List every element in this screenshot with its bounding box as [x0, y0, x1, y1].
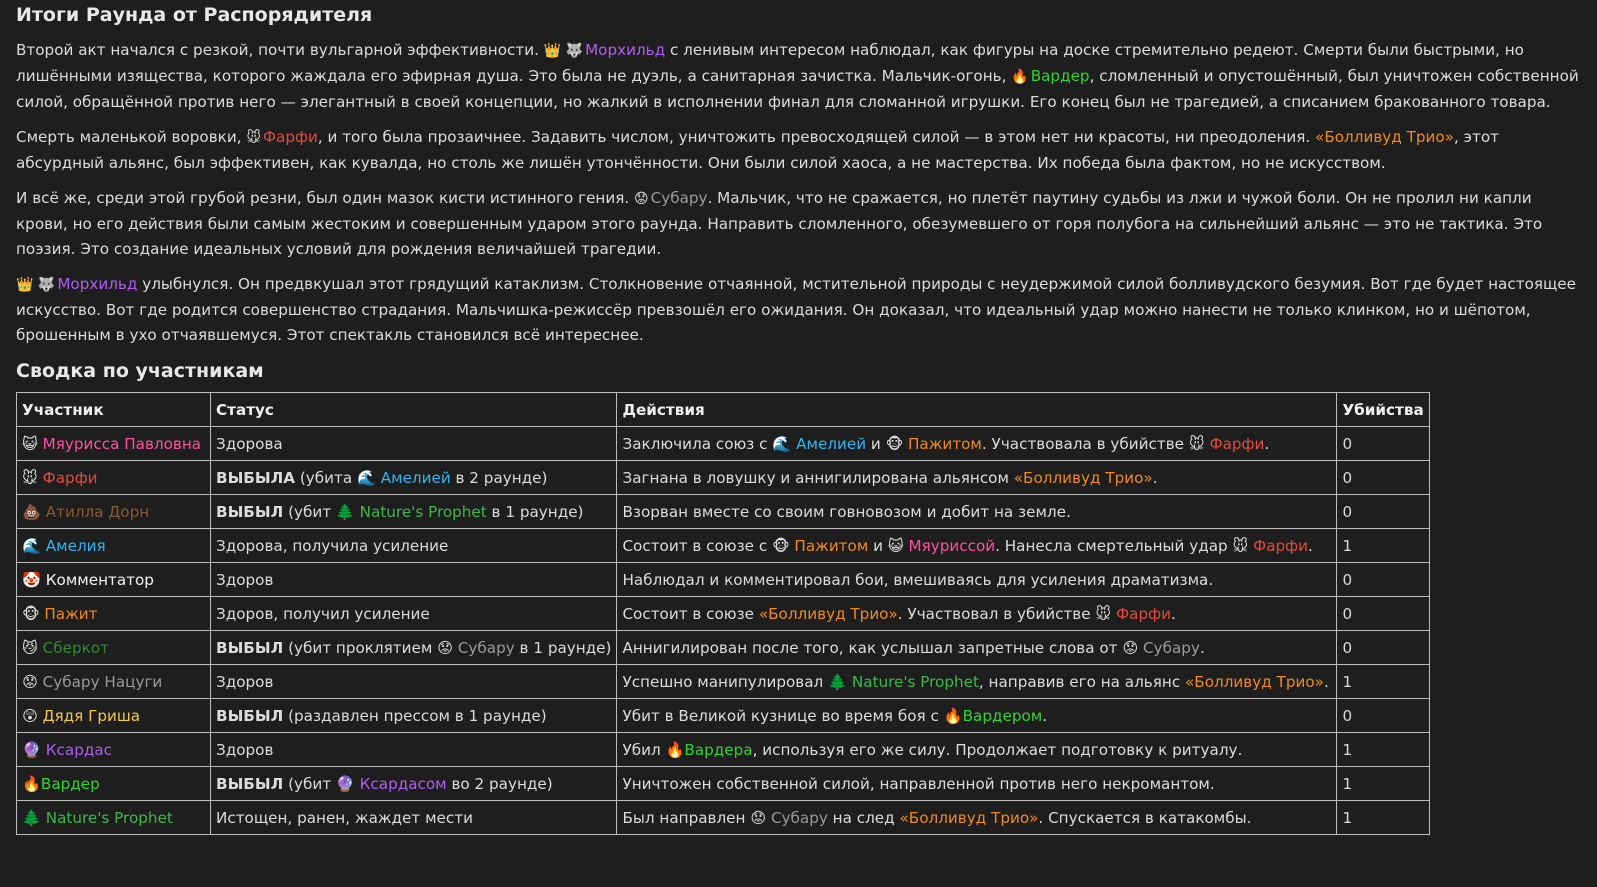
text: . Мальчик, что не сражается, но плетёт паутину судьбы из лжи и чужой боли. Он не пролил ни капли крови, но его действия были самым жестоким и совершенным ударом этого раунда. Направить сломленного, обезумевшего от горя полубога на сильнейший альянс — это не тактика. Это поэзия. Это создание идеальных условий для рождения величайшей трагедии.	[16, 189, 1543, 258]
text: .	[1170, 604, 1176, 623]
cell-name	[17, 801, 211, 835]
cell-status	[211, 563, 617, 597]
text: Здоров, получил усиление	[216, 604, 430, 623]
character-name: Ксардасом	[359, 774, 447, 793]
character-name: Субару	[457, 638, 515, 657]
cell-actions	[617, 631, 1337, 665]
cell-actions	[617, 461, 1337, 495]
text: 😟	[1122, 638, 1144, 657]
text: (убит проклятием	[283, 638, 438, 657]
cell-kills: 1	[1337, 733, 1429, 767]
text: . Нанесла смертельный удар	[995, 536, 1233, 555]
character-name: Фарфи	[1116, 604, 1171, 623]
cell-kills: 0	[1337, 461, 1429, 495]
character-name: Вардера	[684, 740, 753, 759]
text: 🔥	[22, 774, 41, 793]
text: Заключила союз с	[622, 434, 773, 453]
cell-actions	[617, 529, 1337, 563]
text: 🌲	[335, 502, 360, 521]
paragraph-4	[16, 272, 1581, 348]
text: Загнана в ловушку и аннигилирована альянсом	[622, 468, 1014, 487]
text: в 1 раунде)	[486, 502, 584, 521]
text: (убита	[295, 468, 357, 487]
alliance-bollywood-trio: «Болливуд Трио»	[1315, 128, 1454, 146]
cell-actions	[617, 767, 1337, 801]
page-title: Итоги Раунда от Распорядителя	[16, 4, 373, 26]
character-subaru: Субару	[650, 189, 708, 207]
character-name: Амелией	[796, 434, 867, 453]
cell-name	[17, 767, 211, 801]
text: 😟	[22, 672, 43, 691]
cell-name	[17, 563, 211, 597]
character-name: Пажит	[44, 604, 98, 623]
text: Наблюдал и комментировал бои, вмешиваясь для усиления драматизма.	[622, 570, 1214, 589]
character-name: Атилла Дорн	[45, 502, 150, 521]
column-header-status: Статус	[211, 393, 617, 427]
character-name: Мяуриссой	[908, 536, 996, 555]
text: Здоров	[216, 672, 274, 691]
text: .	[1323, 672, 1329, 691]
text: , сломленный и опустошённый, был уничтожен собственной силой, обращённой против него — элегантный в своей концепции, но жалкий в исполнении финал для сломанной игрушки. Его конец был не трагедией, а списанием бракованного товара.	[16, 67, 1579, 111]
text: на след	[827, 808, 900, 827]
text: .	[1308, 536, 1313, 555]
table-row	[17, 461, 1430, 495]
text: Смерть маленькой воровки,	[16, 128, 247, 146]
fire-icon: 🔥	[1011, 69, 1029, 85]
text: улыбнулся. Он предвкушал этот грядущий катаклизм. Столкновение отчаянной, мстительной природы с неудержимой силой болливудского безумия. Вот где будет настоящее искусство. Вот где родится совершенство страдания. Мальчишка-режиссёр превзошёл его ожидания. Он доказал, что идеальный удар можно нанести не только клинком, но и шёпотом, брошенным в ухо отчаявшемуся. Этот спектакль становился всё интереснее.	[16, 275, 1576, 344]
table-header-row	[17, 393, 1430, 427]
text: и	[868, 536, 888, 555]
cell-kills: 0	[1337, 631, 1429, 665]
text: 🐭	[1232, 536, 1254, 555]
text: 😟	[437, 638, 458, 657]
text: .	[1199, 638, 1205, 657]
participants-table	[16, 392, 1430, 835]
cell-actions	[617, 427, 1337, 461]
cell-status	[211, 699, 617, 733]
status-label: ВЫБЫЛ	[216, 502, 284, 521]
cell-status	[211, 801, 617, 835]
summary-title: Сводка по участникам	[16, 360, 264, 382]
crown-wolf-icon: 👑 🐺	[543, 43, 584, 59]
text: во 2 раунде)	[446, 774, 553, 793]
mouse-icon: 🐭	[246, 130, 261, 146]
text: . Участвовал в убийстве	[897, 604, 1096, 623]
table-row	[17, 495, 1430, 529]
column-header-participant: Участник	[17, 393, 211, 427]
character-name: Комментатор	[45, 570, 154, 589]
text: 🤡	[22, 570, 46, 589]
text: с ленивым интересом наблюдал, как фигуры на доске стремительно редеют. Смерти были быстрыми, но лишёнными изящества, которого жаждала его эфирная душа. Это была не дуэль, а санитарная зачистка. Мальчик-огонь,	[16, 41, 1524, 85]
text: 💩	[22, 502, 46, 521]
text: 🔥	[943, 706, 963, 725]
cell-status	[211, 767, 617, 801]
character-name: Nature's Prophet	[359, 502, 487, 521]
character-name: «Болливуд Трио»	[1185, 672, 1324, 691]
cell-kills: 1	[1337, 801, 1429, 835]
table-row	[17, 563, 1430, 597]
table-row	[17, 733, 1430, 767]
cell-kills: 0	[1337, 563, 1429, 597]
status-label: ВЫБЫЛ	[216, 774, 284, 793]
cell-actions	[617, 665, 1337, 699]
character-name: Фарфи	[1253, 536, 1309, 555]
text: 🌊	[356, 468, 381, 487]
text: 😼	[22, 638, 43, 657]
cell-name	[17, 733, 211, 767]
table-row	[17, 427, 1430, 461]
text: 🐭	[1095, 604, 1117, 623]
cell-status	[211, 529, 617, 563]
text: 😺	[22, 434, 43, 453]
character-varder: Вардер	[1030, 67, 1090, 85]
table-row	[17, 767, 1430, 801]
character-name: Субару Нацуги	[42, 672, 163, 691]
cell-name	[17, 665, 211, 699]
character-name: «Болливуд Трио»	[899, 808, 1039, 827]
cell-kills: 0	[1337, 495, 1429, 529]
text: 😲	[22, 706, 43, 725]
text: Успешно манипулировал	[622, 672, 829, 691]
text: , используя его же силу. Продолжает подготовку к ритуалу.	[752, 740, 1243, 759]
text: 🌊	[772, 434, 797, 453]
text: , направив его на альянс	[978, 672, 1185, 691]
cell-kills: 0	[1337, 597, 1429, 631]
character-name: Вардером	[962, 706, 1043, 725]
text: .	[1264, 434, 1270, 453]
text: 😺	[887, 536, 909, 555]
paragraph-3	[16, 186, 1581, 262]
text: , этот абсурдный альянс, был эффективен, как кувалда, но столь же лишён утончённости. Они были силой хаоса, а не мастерства. Их победа была фактом, но не искусством.	[16, 128, 1499, 172]
text: Второй акт начался с резкой, почти вульгарной эффективности.	[16, 41, 544, 59]
text: Убит в Великой кузнице во время боя с	[622, 706, 944, 725]
cell-actions	[617, 733, 1337, 767]
text: 🔥	[665, 740, 685, 759]
table-row	[17, 665, 1430, 699]
text: Здорова, получила усиление	[216, 536, 449, 555]
text: Взорван вместе со своим говновозом и добит на земле.	[622, 502, 1071, 521]
cell-name	[17, 529, 211, 563]
table-row	[17, 631, 1430, 665]
cell-status	[211, 427, 617, 461]
column-header-actions: Действия	[617, 393, 1337, 427]
status-label: ВЫБЫЛА	[216, 468, 295, 487]
character-morhild: Морхильд	[585, 41, 666, 59]
character-name: Сберкот	[42, 638, 109, 657]
character-name: Фарфи	[1209, 434, 1265, 453]
text: Был направлен	[622, 808, 751, 827]
text: в 2 раунде)	[450, 468, 548, 487]
paragraph-2	[16, 125, 1581, 176]
text: (убит	[283, 502, 336, 521]
text: Здоров	[216, 740, 274, 759]
text: 🐭	[1188, 434, 1210, 453]
cell-status	[211, 461, 617, 495]
text: .	[1042, 706, 1048, 725]
cell-status	[211, 665, 617, 699]
status-label: ВЫБЫЛ	[216, 638, 284, 657]
cell-name	[17, 597, 211, 631]
cell-status	[211, 733, 617, 767]
character-name: Дядя Гриша	[42, 706, 141, 725]
cell-kills: 1	[1337, 767, 1429, 801]
cell-actions	[617, 801, 1337, 835]
text: . Участвовала в убийстве	[981, 434, 1189, 453]
character-name: «Болливуд Трио»	[758, 604, 898, 623]
text: Состоит в союзе с	[622, 536, 773, 555]
cell-kills: 1	[1337, 529, 1429, 563]
character-name: Nature's Prophet	[45, 808, 173, 827]
character-name: Амелией	[380, 468, 451, 487]
text: и	[866, 434, 886, 453]
character-name: Мяурисса Павловна	[42, 434, 202, 453]
text: 🌲	[828, 672, 852, 691]
character-name: Амелия	[45, 536, 106, 555]
cell-kills: 1	[1337, 665, 1429, 699]
text: в 1 раунде)	[514, 638, 612, 657]
cell-status	[211, 631, 617, 665]
text: 😟	[750, 808, 771, 827]
text: Здорова	[216, 434, 283, 453]
table-row	[17, 801, 1430, 835]
cell-name	[17, 461, 211, 495]
text: Здоров	[216, 570, 274, 589]
text: (раздавлен прессом в 1 раунде)	[283, 706, 547, 725]
text: Истощен, ранен, жаждет мести	[216, 808, 473, 827]
text: 🌊	[22, 536, 46, 555]
cell-kills: 0	[1337, 699, 1429, 733]
text: 🌲	[22, 808, 46, 827]
worried-face-icon: 😟	[634, 191, 649, 207]
cell-name	[17, 699, 211, 733]
character-name: Ксардас	[45, 740, 112, 759]
cell-name	[17, 495, 211, 529]
character-name: Субару	[770, 808, 828, 827]
cell-name	[17, 427, 211, 461]
text: . Спускается в катакомбы.	[1038, 808, 1252, 827]
character-name: Субару	[1143, 638, 1200, 657]
text: 🐵	[885, 434, 909, 453]
text: Убил	[622, 740, 666, 759]
character-name: Пажитом	[908, 434, 982, 453]
cell-actions	[617, 597, 1337, 631]
character-name: Пажитом	[794, 536, 869, 555]
character-name: Фарфи	[42, 468, 98, 487]
text: Аннигилирован после того, как услышал запретные слова от	[622, 638, 1123, 657]
text: (убит	[283, 774, 336, 793]
character-name: Nature's Prophet	[851, 672, 979, 691]
text: 🔮	[22, 740, 46, 759]
cell-name	[17, 631, 211, 665]
character-name: Вардер	[40, 774, 100, 793]
text: , и того была прозаичнее. Задавить числом, уничтожить превосходящей силой — в этом нет ни красоты, ни преодоления.	[317, 128, 1316, 146]
column-header-kills: Убийства	[1337, 393, 1429, 427]
table-row	[17, 597, 1430, 631]
text: 🐭	[22, 468, 43, 487]
paragraph-1	[16, 38, 1581, 115]
table-row	[17, 699, 1430, 733]
character-farfi: Фарфи	[262, 128, 318, 146]
character-morhild: Морхильд	[57, 275, 138, 293]
cell-actions	[617, 699, 1337, 733]
text: 🐵	[22, 604, 45, 623]
cell-status	[211, 597, 617, 631]
text: И всё же, среди этой грубой резни, был один мазок кисти истинного гения.	[16, 189, 635, 207]
text: 🐵	[772, 536, 795, 555]
text: Уничтожен собственной силой, направленной против него некромантом.	[622, 774, 1215, 793]
text: 🔮	[335, 774, 360, 793]
cell-actions	[617, 563, 1337, 597]
status-label: ВЫБЫЛ	[216, 706, 284, 725]
cell-actions	[617, 495, 1337, 529]
cell-status	[211, 495, 617, 529]
table-row	[17, 529, 1430, 563]
cell-kills: 0	[1337, 427, 1429, 461]
text: Состоит в союзе	[622, 604, 759, 623]
character-name: «Болливуд Трио»	[1013, 468, 1153, 487]
text: .	[1152, 468, 1158, 487]
crown-wolf-icon: 👑 🐺	[16, 277, 56, 293]
